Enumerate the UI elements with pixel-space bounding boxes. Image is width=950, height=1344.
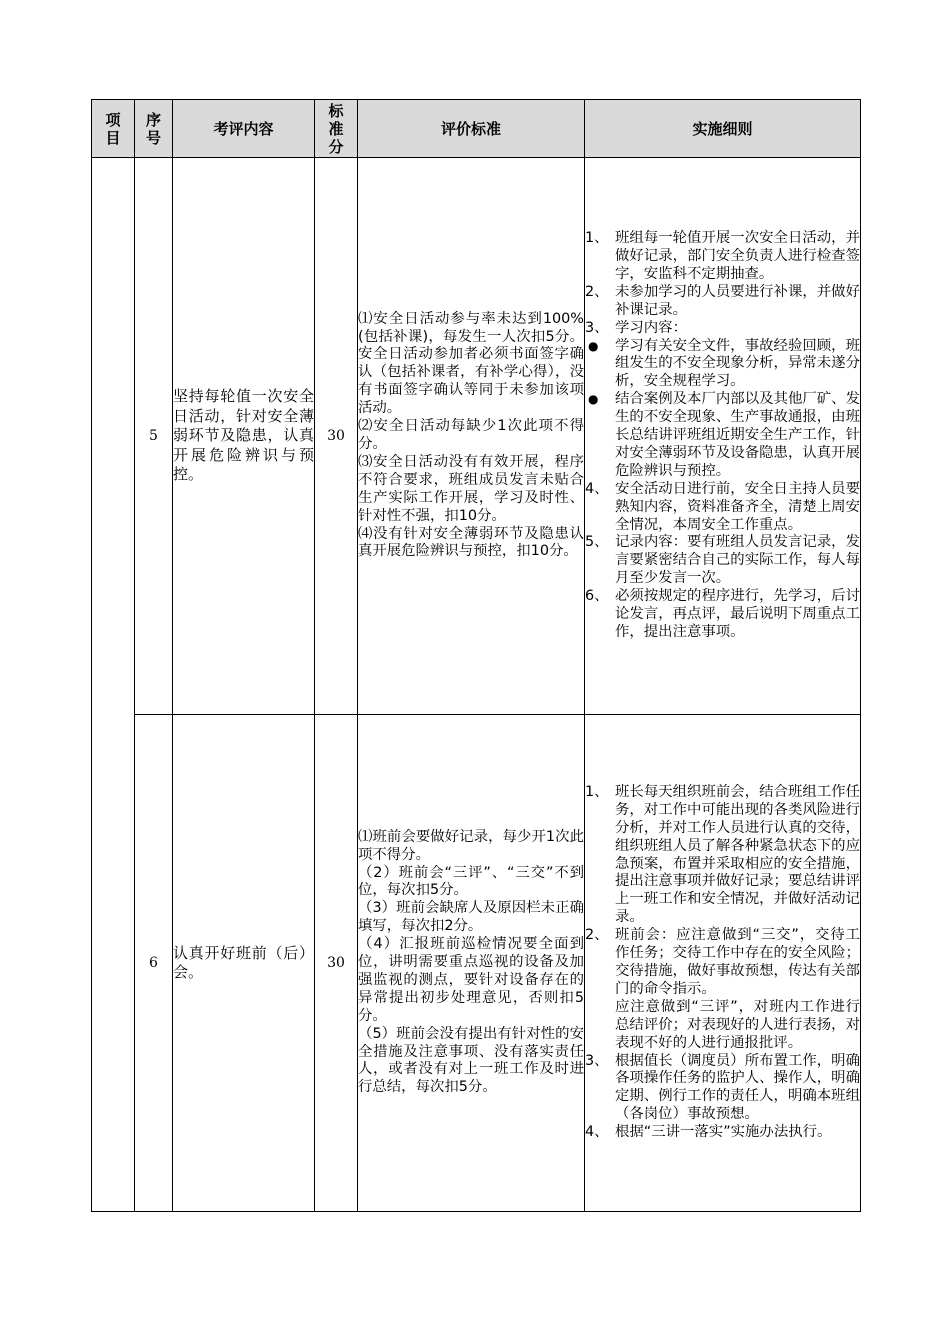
criteria-line: ⑴安全日活动参与率未达到100%(包括补课)，每发生一人次扣5分。安全日活动参加者必须书面签字确认（包括补课者，有补学心得），没有书面签字确认等同于未参加该项活动。	[358, 310, 584, 417]
seq-cell: 6	[135, 715, 173, 1212]
criteria-line: （3）班前会缺席人及原因栏未正确填写，每次扣2分。	[358, 900, 584, 935]
criteria-line: ⑶安全日活动没有有效开展，程序不符合要求，班组成员发言未贴合生产实际工作开展，学习及时性、针对性不强，扣10分。	[358, 453, 584, 524]
header-row	[92, 100, 861, 158]
bullet-icon: ●	[588, 392, 599, 407]
table-row	[92, 715, 861, 1212]
table-row	[92, 158, 861, 715]
evaluation-table	[91, 99, 861, 1212]
score-cell: 30	[315, 158, 358, 715]
criteria-cell	[358, 715, 585, 1212]
detail-item: 4、 安全活动日进行前，安全日主持人员要熟知内容，资料准备齐全，清楚上周安全情况，本周安全工作重点。	[585, 480, 860, 533]
header-seq: 序号	[135, 100, 173, 158]
detail-item: 3、 学习内容：	[585, 319, 687, 336]
criteria-cell	[358, 158, 585, 715]
criteria-line: （5）班前会没有提出有针对性的安全措施及注意事项、没有落实责任人，或者没有对上一班工作及时进行总结，每次扣5分。	[358, 1025, 584, 1096]
detail-item: 2、 班前会：应注意做到“三交”，交待工作任务；交待工作中存在的安全风险；交待措施，做好事故预想，传达有关部门的命令指示。	[585, 927, 860, 997]
detail-item: 1、 班组每一轮值开展一次安全日活动，并做好记录，部门安全负责人进行检查签字，安监科不定期抽查。	[585, 230, 860, 282]
seq-cell: 5	[135, 158, 173, 715]
criteria-line: ⑵安全日活动每缺少1次此项不得分。	[358, 418, 584, 452]
content-cell: 认真开好班前（后）会。	[173, 715, 315, 1212]
details-cell	[585, 715, 861, 1212]
detail-bullet-item: ● 学习有关安全文件，事故经验回顾，班组发生的不安全现象分析，异常未遂分析，安全规程学习。	[585, 338, 860, 392]
details-cell	[585, 158, 861, 715]
detail-item: 4、 根据“三讲一落实”实施办法执行。	[585, 1124, 832, 1141]
detail-item: 6、 必须按规定的程序进行，先学习，后讨论发言，再点评，最后说明下周重点工作，提出注意事项。	[585, 588, 860, 641]
detail-bullet-item: ● 结合案例及本厂内部以及其他厂矿、发生的不安全现象、生产事故通报，由班长总结讲评班组近期安全生产工作，针对安全薄弱环节及设备隐患，认真开展危险辨识与预控。	[585, 391, 860, 481]
criteria-line: ⑴班前会要做好记录，每少开1次此项不得分。	[358, 828, 584, 863]
detail-item: 3、 根据值长（调度员）所布置工作，明确各项操作任务的监护人、操作人，明确定期、例行工作的责任人，明确本班组（各岗位）事故预想。	[585, 1052, 860, 1123]
header-item: 项目	[92, 100, 135, 158]
bullet-icon: ●	[588, 338, 599, 353]
header-details: 实施细则	[585, 100, 861, 158]
score-cell: 30	[315, 715, 358, 1212]
header-score: 标准分	[315, 100, 358, 158]
criteria-line: （2）班前会“三评”、“三交”不到位，每次扣5分。	[358, 864, 584, 899]
content-cell: 坚持每轮值一次安全日活动，针对安全薄弱环节及隐患，认真开展危险辨识与预控。	[173, 158, 315, 715]
detail-item: 1、 班长每天组织班前会，结合班组工作任务，对工作中可能出现的各类风险进行分析，并对工作人员进行认真的交待，组织班组人员了解各种紧急状态下的应急预案，布置并采取相应的安全措施，提出注意事项并做好记录；要总结讲评上一班工作和安全情况，并做好活动记录。	[585, 783, 860, 926]
detail-item: 2、 未参加学习的人员要进行补课，并做好补课记录。	[585, 283, 860, 318]
criteria-line: ⑷没有针对安全薄弱环节及隐患认真开展危险辨识与预控，扣10分。	[358, 525, 584, 560]
detail-item: 5、 记录内容：要有班组人员发言记录，发言要紧密结合自己的实际工作，每人每月至少发言一次。	[585, 534, 860, 587]
detail-continuation: 应注意做到“三评”，对班内工作进行总结评价；对表现好的人进行表扬，对表现不好的人进行通报批评。	[615, 998, 860, 1051]
item-cell	[92, 158, 135, 1212]
criteria-line: （4）汇报班前巡检情况要全面到位，讲明需要重点巡视的设备及加强监视的测点，要针对设备存在的异常提出初步处理意见，否则扣5分。	[358, 936, 584, 1024]
header-criteria: 评价标准	[358, 100, 585, 158]
header-content: 考评内容	[173, 100, 315, 158]
